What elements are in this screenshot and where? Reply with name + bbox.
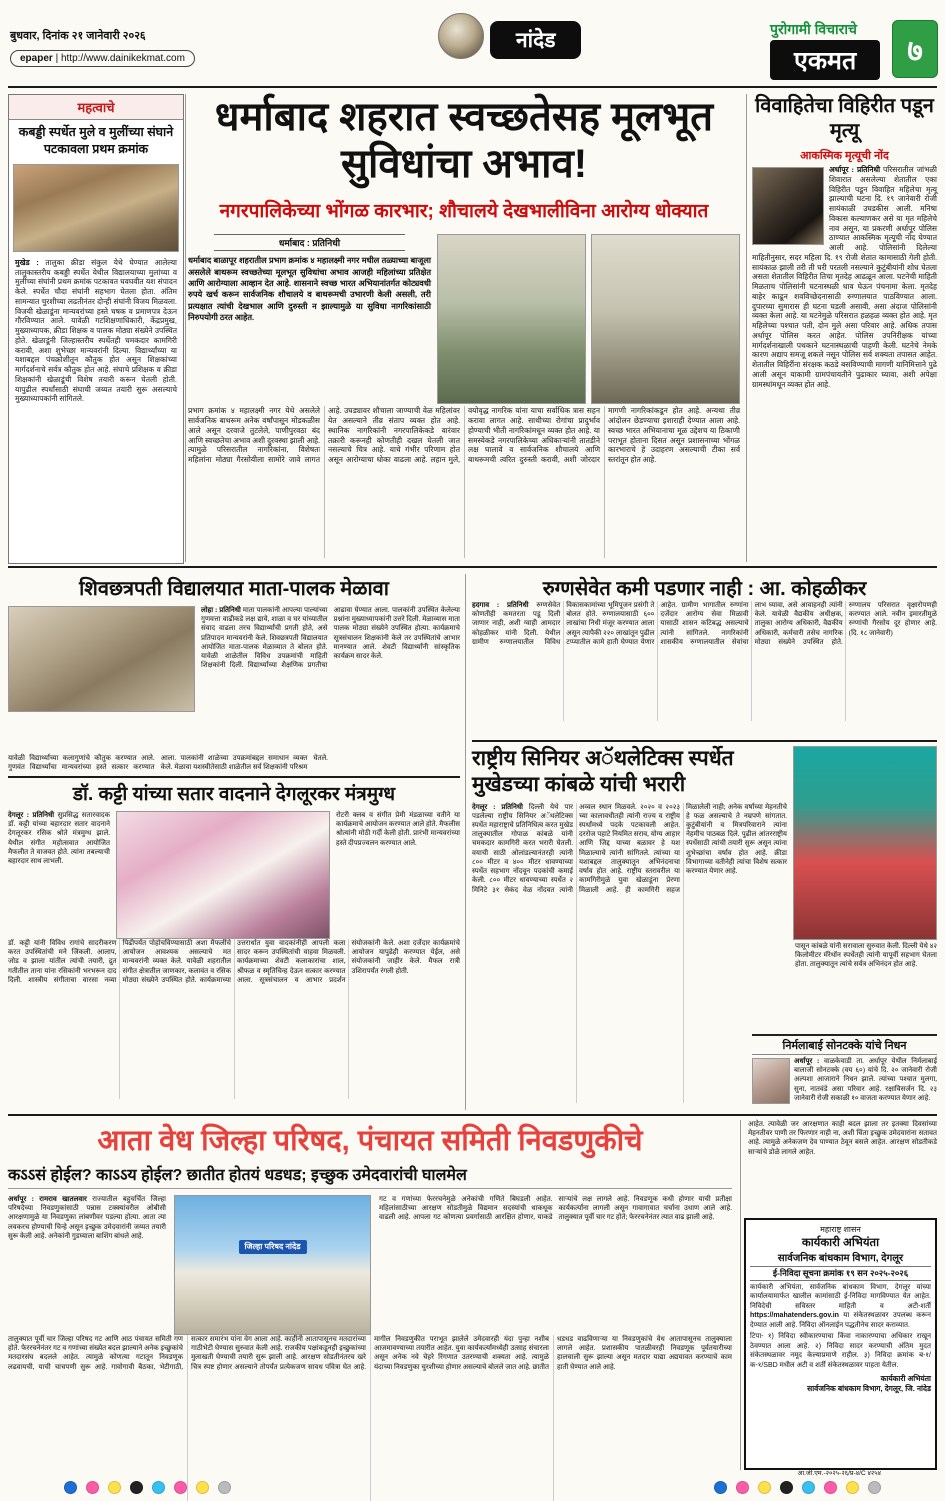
well-death-photo	[752, 167, 824, 245]
column-rule	[185, 94, 186, 562]
column-rule	[746, 94, 747, 562]
dateline: मुखेड :	[15, 257, 39, 267]
lead-headline: धर्माबाद शहरात स्वच्छतेसह मूलभूत सुविधांचा अभाव!	[214, 95, 714, 187]
dateline: अर्धापूर : रामराव खातलवार	[8, 1195, 87, 1203]
lead-top-row	[188, 234, 740, 406]
body-text: सुप्रसिद्ध सतारवादक डॉ. कट्टी यांच्या बहारदार सतार वादनाने देगलूरकर रसिक श्रोते मंत्रमुग्ध झाले. येथील संगीत महोत्सवात आयोजित मैफलीत ते वाजवत होते. त्यांना तबल्याची बहारदार साथ लाभली.	[8, 811, 110, 866]
dateline: देगलूर : प्रतिनिधी	[472, 802, 523, 811]
health-headline: रुग्णसेवेत कमी पडणार नाही : आ. कोहळीकर	[542, 578, 867, 600]
signature-line-2: सार्वजनिक बांधकाम विभाग, देगलूर, जि. नांदेड	[807, 1384, 931, 1394]
notice-body-text-2: या संकेतस्थळावर उपलब्ध करून देण्यात आली आहे. निविदा ऑनलाईन पद्धतीनेच सादर कराव्यात.	[750, 1312, 931, 1329]
athletics-headline: राष्ट्रीय सिनियर अॅथलेटिक्स स्पर्धेत मुखेडच्या कांबळे यांची भरारी	[472, 747, 734, 797]
notice-signature	[750, 1374, 931, 1394]
notice-body	[750, 1283, 931, 1330]
epaper-url-box	[10, 50, 195, 67]
registration-dot	[868, 1481, 881, 1494]
masthead-date: बुधवार, दिनांक २१ जानेवारी २०२६	[10, 30, 146, 42]
body-text: वाळकेवाडी ता. अर्धापूर येथील निर्मलाबाई बालाजी सोनटक्के (वय ६०) यांचे दि. २० जानेवारी रोजी अल्पशा आजाराने निधन झाले. त्यांच्या पश्चात मुलगा, सुना, नातवंडे असा परिवार आहे. रक्षाविसर्जन दि. २३ जानेवारी रोजी सकाळी १० वाजता करण्यात येणार आहे.	[794, 1057, 938, 1102]
notice-department: सार्वजनिक बांधकाम विभाग, देगलूर	[777, 1253, 904, 1264]
athletics-side-note: पासून कांबळे यांनी सरावाला सुरुवात केली. दिल्ली येथे ४२ किलोमीटर मॅरेथॉन स्पर्धेतही त्यांनी यापूर्वी सहभाग घेतला होता. तालुक्यातून त्यांचे सर्वत्र अभिनंदन होत आहे.	[795, 942, 937, 969]
well-death-kicker: आकस्मिक मृत्यूची नोंद	[800, 150, 889, 162]
tender-url[interactable]: https://mahatenders.gov.in	[750, 1312, 839, 1320]
election-mid-columns: गट व गणांच्या फेररचनेमुळे अनेकांची गणिते बिघडली आहेत. महिलांसाठीच्या आरक्षण सोडतीमुळे विद्यमान सदस्यांची धाकधूक वाढली आहे. आपला गट कोणत्या प्रवर्गासाठी आरक्षित होणार, याकडे साऱ्यांचे लक्ष लागले आहे. निवडणूक कधी होणार याची प्रतीक्षा कार्यकर्त्यांना लागली असून गावागावात चर्चांना उधाण आले आहे. तालुक्यात पूर्वी चार गट होते; फेररचनेनंतर त्यात वाढ झाली आहे.	[379, 1195, 732, 1222]
body-text: राज्यातील बहुचर्चित जिल्हा परिषदेच्या निवडणुकांसाठी पन्नास टक्क्यांवरील ओबीसी आरक्षणामुळे या निवडणुका लांबणीवर पडल्या होत्या. आता त्या लवकरच होण्याची चिन्हे असून इच्छुक उमेदवारांनी जय्यत तयारी सुरू केली आहे. अनेकांनी गुडघ्याला बाशिंग बांधले आहे.	[8, 1195, 166, 1240]
registration-dot	[846, 1481, 859, 1494]
section-rule	[472, 740, 937, 742]
brand-tagline: पुरोगामी विचाराचे	[770, 21, 857, 37]
registration-dot	[130, 1481, 143, 1494]
athlete-photo	[793, 746, 937, 940]
masthead-emblem-icon	[438, 13, 484, 59]
edition-name: नांदेड	[490, 21, 581, 59]
election-story	[8, 1120, 732, 1501]
registration-dots-right	[714, 1481, 881, 1494]
important-box	[8, 94, 184, 564]
lead-byline: धर्माबाद : प्रतिनिधी	[214, 234, 405, 251]
signature-line-1: कार्यकारी अभियंता	[880, 1373, 931, 1383]
registration-dot	[196, 1481, 209, 1494]
election-lead-column	[8, 1195, 166, 1335]
important-body	[9, 254, 183, 408]
toilet-photo-1	[437, 234, 586, 404]
sitar-body: डॉ. कट्टी यांनी विविध रागांचे सादरीकरण करत उपस्थितांची मने जिंकली. आलाप, जोड व झाला यांतील त्यांची तयारी, द्रुत गतीतील ताना यांना रसिकांनी भरभरून दाद दिली. शास्त्रीय संगीताचा वारसा नव्या पिढीपर्यंत पोहोचविण्यासाठी अशा मैफलींचे आयोजन आवश्यक असल्याचे मत मान्यवरांनी व्यक्त केले. यावेळी शहरातील संगीत क्षेत्रातील जाणकार, कलावंत व रसिक मोठ्या संख्येने उपस्थित होते. कार्यक्रमाच्या उत्तरार्धात युवा वादकांनीही आपली कला सादर करून उपस्थितांची वाहवा मिळवली. कार्यक्रमाच्या शेवटी कलाकारांचा शाल, श्रीफळ व स्मृतिचिन्ह देऊन सत्कार करण्यात आला. सूत्रसंचालन व आभार प्रदर्शन संयोजकांनी केले. अशा दर्जेदार कार्यक्रमांचे आयोजन यापुढेही करण्यात येईल, असे संयोजकांनी जाहीर केले. मैफल रात्री उशिरापर्यंत रंगली होती.	[8, 939, 460, 984]
dateline: हदगाव : प्रतिनिधी	[472, 601, 529, 609]
registration-dot	[152, 1481, 165, 1494]
building-sign: जिल्हा परिषद नांदेड	[238, 1240, 306, 1254]
registration-dot	[758, 1481, 771, 1494]
sitar-body-left	[8, 811, 110, 939]
parent-meet-headline: शिवछत्रपती विद्यालयात माता-पालक मेळावा	[79, 578, 389, 600]
url-separator: |	[55, 53, 61, 64]
registration-dot	[174, 1481, 187, 1494]
election-headline: आता वेध जिल्हा परिषद, पंचायत समिती निवडणुकीचे	[97, 1125, 643, 1157]
section-rule	[8, 1114, 937, 1116]
tender-notice-box	[744, 1218, 937, 1470]
toilet-photo-2	[591, 234, 740, 404]
parent-meet-row	[8, 606, 460, 754]
registration-dot	[64, 1481, 77, 1494]
dateline: लोहा : प्रतिनिधी	[201, 606, 241, 614]
parent-meet-photo	[8, 606, 195, 712]
sitar-row	[8, 811, 460, 939]
election-continuation-note: आहेत. त्यावेळी जर आरक्षणात काही बदल झाला तर इतक्या दिवसांच्या मेहनतीवर पाणी तर फिरणार नाही ना, अशी चिंता इच्छुक उमेदवारांना सतावत आहे. त्यामुळे अनेकजण देव पाण्यात ठेवून बसले आहेत. आरक्षण सोडतीकडे साऱ्यांचे डोळे लागले आहेत.	[748, 1120, 937, 1156]
notice-government: महाराष्ट्र शासन	[820, 1225, 861, 1234]
parent-meet-story	[8, 574, 460, 802]
column-rule	[740, 1120, 741, 1470]
registration-dot	[108, 1481, 121, 1494]
athletics-body	[472, 803, 787, 1103]
masthead-rule	[8, 86, 937, 88]
section-rule	[8, 566, 937, 568]
lead-intro-column	[188, 234, 431, 406]
obituary	[752, 1034, 937, 1105]
body-text: माता पालकांनी आपल्या पाल्यांच्या गुणवत्ता वाढीकडे लक्ष द्यावे, शाळा व घर यांच्यातील संवाद वाढला तरच विद्यार्थ्यांची प्रगती होते, असे प्रतिपादन मान्यवरांनी केले. शिवछत्रपती विद्यालयात आयोजित माता-पालक मेळाव्यात ते बोलत होते. यावेळी शाळेतील विविध उपक्रमांची माहिती शिक्षकांनी दिली. विद्यार्थ्यांच्या शैक्षणिक प्रगतीचा आढावा घेण्यात आला. पालकांनी उपस्थित केलेल्या प्रश्नांना मुख्याध्यापकांनी उत्तरे दिली. मेळाव्यास माता पालक मोठ्या संख्येने उपस्थित होत्या. कार्यक्रमाचे सूत्रसंचालन शिक्षकांनी केले तर उपस्थितांचे आभार मानण्यात आले. शेवटी विद्यार्थ्यांनी सांस्कृतिक कार्यक्रम सादर केले.	[201, 606, 460, 670]
column-rule	[465, 574, 466, 1110]
notice-body-text: कार्यकारी अभियंता, सार्वजनिक बांधकाम विभाग, देगलूर यांच्या कार्यालयामार्फत खालील कामांसाठी ई-निविदा मागविण्यात येत आहेत. निविदेची सविस्तर माहिती व अटी-शर्ती	[750, 1284, 931, 1310]
registration-dot	[824, 1481, 837, 1494]
lead-story	[188, 94, 740, 558]
registration-dot	[714, 1481, 727, 1494]
lead-intro-text: धर्माबाद बाळापूर शहरातील प्रभाग क्रमांक ४ महालक्ष्मी नगर मधील तळ्याच्या बाजूला असलेले बाथरूम स्वच्छतेच्या मूलभूत सुविधांचा अभाव आजही महिलांच्या प्रतिक्षेत आणि आरोग्याला आव्हान देत आहे. शासनाने स्वच्छ भारत अभियानांतर्गत कोट्यवधी रुपये खर्च करून सार्वजनिक शौचालये व बाथरूमची उभारणी केली असली, तरी प्रत्यक्षात त्यांची देखभाल आणि दुरुस्ती न झाल्यामुळे या सुविधा नागरिकांसाठी निरुपयोगी ठरत आहेत.	[188, 256, 431, 322]
sitar-story	[8, 780, 460, 1099]
registration-dot	[736, 1481, 749, 1494]
kabaddi-team-photo	[13, 164, 179, 252]
dateline: अर्धापूर : प्रतिनिधी	[829, 165, 881, 174]
epaper-link[interactable]: epaper	[20, 53, 53, 64]
well-death-story	[752, 94, 937, 389]
notice-number: ई-निविदा सूचना क्रमांक १९ सन २०२५-२०२६	[750, 1266, 931, 1281]
election-subhead: कऽऽसं होईल? काऽऽय होईल? छातीत होतयं धडधड; इच्छुक उमेदवारांची घालमेल	[8, 1163, 732, 1189]
obituary-photo	[752, 1058, 790, 1104]
sitar-performance-photo	[116, 811, 330, 939]
sitar-body-right: रोटरी क्लब व संगीत प्रेमी मंडळाच्या वतीने या कार्यक्रमाचे आयोजन करण्यात आले होते. मैफलीस श्रोत्यांनी मोठी गर्दी केली होती. प्रारंभी मान्यवरांच्या हस्ते दीपप्रज्वलन करण्यात आले.	[336, 811, 460, 847]
lead-subhead: नगरपालिकेच्या भोंगळ कारभार; शौचालये देखभालीविना आरोग्य धोक्यात	[219, 201, 709, 223]
obituary-headline: निर्मलाबाई सोनटक्के यांचे निधन	[752, 1038, 937, 1055]
health-story	[472, 574, 937, 721]
important-headline: कबड्डी स्पर्धेत मुले व मुलींच्या संघाने पटकावला प्रथम क्रमांक	[18, 125, 174, 156]
body-text: तालुका क्रीडा संकुल येथे घेण्यात आलेल्या तालुकास्तरीय कबड्डी स्पर्धेत येथील विद्यालयाच्या मुलांच्या व मुलींच्या संघांनी प्रथम क्रमांक पटकावत घवघवीत यश संपादन केले. स्पर्धेत चौदा संघांनी सहभाग घेतला होता. अंतिम सामन्यात चुरशीच्या लढतीनंतर दोन्ही संघांनी विजय मिळवला. विजयी खेळाडूंना मान्यवरांच्या हस्ते चषक व प्रमाणपत्र देऊन गौरविण्यात आले. यावेळी गटशिक्षणाधिकारी, केंद्रप्रमुख, मुख्याध्यापक, क्रीडा शिक्षक व पालक मोठ्या संख्येने उपस्थित होते. खेळाडूंनी जिल्हास्तरीय स्पर्धेतही चमकदार कामगिरी करावी, अशा शुभेच्छा मान्यवरांनी दिल्या. विद्यार्थ्यांच्या या यशाबद्दल पंचक्रोशीतून कौतुक होत असून शिक्षकांच्या मार्गदर्शनाचे सर्वत्र कौतुक होत आहे. संघाचे प्रशिक्षक व क्रीडा शिक्षकांनी खेळाडूंची विशेष तयारी करून घेतली होती. यापुढील स्पर्धांसाठी संघाची जय्यत तयारी सुरू असल्याचे मुख्याध्यापकांनी सांगितले.	[15, 257, 177, 404]
notice-notes: टिपा- १) निविदा स्वीकारण्याचा किंवा नाकारण्याचा अधिकार राखून ठेवण्यात आला आहे. २) निविदा सादर करण्याची अंतिम मुदत संकेतस्थळावर नमूद केल्याप्रमाणे राहील. ३) निविदा क्रमांक ब-१/क-१/SBD मधील अटी व शर्ती संकेतस्थळावर पाहता येतील.	[750, 1333, 931, 1369]
section-rule	[8, 776, 460, 778]
press-code: आ.जी.एम.-२०२५-२६/प्र-४/C ४२५४	[797, 1470, 881, 1477]
athletics-story	[472, 746, 937, 1112]
election-row	[8, 1195, 732, 1335]
lead-body: प्रभाग क्रमांक ४ महालक्ष्मी नगर येथे असलेले सार्वजनिक बाथरूम अनेक वर्षांपासून मोडकळीस आले असून दरवाजे तुटलेले, पाणीपुरवठा बंद आणि स्वच्छतेचा अभाव अशी दुरवस्था झाली आहे. त्यामुळे परिसरातील नागरिकांना, विशेषतः महिलांना मोठ्या गैरसोयीला सामोरे जावे लागत आहे. उघड्यावर शौचाला जाण्याची वेळ महिलांवर येत असल्याने तीव्र संताप व्यक्त होत आहे. स्थानिक नागरिकांनी नगरपालिकेकडे वारंवार तक्रारी करूनही कोणतीही दखल घेतली जात नसल्याचे चित्र आहे. याचे गंभीर परिणाम होत असून आरोग्याचा धोका वाढला आहे. लहान मुले, वयोवृद्ध नागरिक यांना याचा सर्वाधिक त्रास सहन करावा लागत आहे. साथीच्या रोगांचा प्रादुर्भाव होण्याची भीती नागरिकांमधून व्यक्त होत आहे. या समस्येकडे नगरपालिकेच्या अधिकाऱ्यांनी तातडीने लक्ष घालावे व सार्वजनिक शौचालये आणि बाथरूमची त्वरित दुरुस्ती करावी, अशी जोरदार मागणी नागरिकांकडून होत आहे. अन्यथा तीव्र आंदोलन छेडण्याचा इशाराही देण्यात आला आहे. स्वच्छ भारत अभियानाचा मूळ उद्देशच या ठिकाणी पराभूत होताना दिसत असून प्रशासनाच्या भोंगळ कारभाराचे हे उदाहरण असल्याची टीका सर्व स्तरांतून होत आहे.	[188, 406, 740, 465]
dateline: देगलूर : प्रतिनिधी	[8, 811, 55, 819]
important-kicker: महत्वाचे	[9, 95, 183, 120]
zilla-parishad-building-photo	[174, 1195, 371, 1335]
registration-dot	[86, 1481, 99, 1494]
sitar-headline: डॉ. कट्टी यांच्या सतार वादनाने देगलूरकर मंत्रमुग्ध	[72, 784, 396, 805]
parent-meet-body	[201, 606, 460, 754]
notice-title: कार्यकारी अभियंता	[801, 1237, 880, 1249]
lead-photos	[437, 234, 740, 406]
dateline: अर्धापूर :	[794, 1057, 820, 1065]
registration-dot	[780, 1481, 793, 1494]
page-number: ७	[892, 20, 938, 78]
body-text: रुग्णसेवेत कोणतीही कमतरता पडू दिली जाणार नाही, अशी ग्वाही आमदार कोहळीकर यांनी दिली. येथील ग्रामीण रुग्णालयातील विविध विकासकामांच्या भूमिपूजन प्रसंगी ते बोलत होते. रुग्णालयासाठी ६०० लाखांचा निधी मंजूर करण्यात आला असून त्यापैकी २२० लाखांतून पुढील टप्प्यातील कामे हाती घेण्यात येणार आहेत. ग्रामीण भागातील रुग्णांना दर्जेदार आरोग्य सेवा मिळावी यासाठी शासन कटिबद्ध असल्याचे त्यांनी सांगितले. नागरिकांनी शासकीय रुग्णालयातील सेवांचा लाभ घ्यावा, असे आवाहनही त्यांनी केले. यावेळी वैद्यकीय अधीक्षक, तालुका आरोग्य अधिकारी, वैद्यकीय अधिकारी, कर्मचारी तसेच नागरिक मोठ्या संख्येने उपस्थित होते. रुग्णालय परिसरात वृक्षारोपणही करण्यात आले. नवीन इमारतीमुळे रुग्णांची गैरसोय दूर होणार आहे. (दि. १८ जानेवारी)	[472, 601, 937, 646]
body-text: दिल्ली येथे पार पडलेल्या राष्ट्रीय सिनियर अॅथलेटिक्स स्पर्धेत महाराष्ट्राचे प्रतिनिधित्व करत मुखेड तालुक्यातील गोपाळ कांबळे यांनी चमकदार कामगिरी करत भरारी घेतली. वयाची साठी ओलांडल्यानंतरही त्यांनी ८०० मीटर व ४०० मीटर धावण्याच्या स्पर्धेत सहभाग नोंदवून पदकांची कमाई केली. ८०० मीटर धावण्याच्या स्पर्धेत २ मिनिटे ३१ सेकंद वेळ नोंदवत त्यांनी अव्वल स्थान मिळवले. २०२० व २०२३ च्या कालावधीतही त्यांनी राज्य व राष्ट्रीय स्पर्धांमध्ये पदके पटकावली आहेत. दररोज पहाटे नियमित सराव, योग्य आहार आणि जिद्द याच्या बळावर हे यश मिळाल्याचे त्यांनी सांगितले. त्यांच्या या यशाबद्दल तालुक्यातून अभिनंदनाचा वर्षाव होत आहे. राष्ट्रीय स्तरावरील या कामगिरीमुळे युवा खेळाडूंना प्रेरणा मिळाली आहे. ही कामगिरी सहज मिळालेली नाही; अनेक वर्षांच्या मेहनतीचे हे फळ असल्याचे ते नम्रपणे सांगतात. कुटुंबीयांनी व मित्रपरिवाराने त्यांना नेहमीच पाठबळ दिले. पुढील आंतरराष्ट्रीय स्पर्धेसाठी त्यांची तयारी सुरू असून त्यांना शुभेच्छांचा वर्षाव होत आहे. क्रीडा विभागाच्या वतीनेही त्यांचा विशेष सत्कार करण्यात येणार आहे.	[472, 802, 787, 894]
registration-dot	[218, 1481, 231, 1494]
brand-logo: एकमत	[770, 40, 880, 80]
registration-dot	[802, 1481, 815, 1494]
body-text: परिसरातील जांभळी शिवारात असलेल्या शेतातील एका विहिरीत पडून विवाहित महिलेचा मृत्यू झाल्याची घटना दि. १९ जानेवारी रोजी सायंकाळी उघडकीस आली. मनिषा विकास कल्याणकर असे या मृत महिलेचे नाव असून, या प्रकरणी अर्धापूर पोलिस ठाण्यात आकस्मिक मृत्यूची नोंद घेण्यात आली आहे. पोलिसांनी दिलेल्या माहितीनुसार, सदर महिला दि. १९ रोजी शेतात कामासाठी गेली होती. सायंकाळ झाली तरी ती घरी परतली नसल्याने कुटुंबीयांनी शोध घेतला असता शेतातील विहिरीत तिचा मृतदेह आढळून आला. घटनेची माहिती मिळताच पोलिसांनी घटनास्थळी धाव घेऊन पंचनामा केला. मृतदेह बाहेर काढून शवविच्छेदनासाठी रुग्णालयात पाठविण्यात आला. दुपारच्या सुमारास ही घटना घडली असावी, असा अंदाज पोलिसांनी व्यक्त केला आहे. या घटनेमुळे परिसरात हळहळ व्यक्त होत आहे. मृत महिलेच्या पश्चात पती, दोन मुले असा परिवार आहे. अधिक तपास अर्धापूर पोलिस करत आहेत. पोलिस उपनिरीक्षक यांच्या मार्गदर्शनाखाली पथकाने घटनास्थळाची पाहणी केली. घटनेचे नेमके कारण अद्याप समजू शकले नसून पोलिस सर्व शक्यता तपासत आहेत. शेतातील विहिरींना संरक्षक कठडे बसविण्याची मागणी यानिमित्ताने पुढे आली असून याकामी ग्रामपंचायतीने पुढाकार घ्यावा, अशी अपेक्षा ग्रामस्थांमधून व्यक्त होत आहे.	[752, 165, 938, 389]
site-url[interactable]: http://www.dainikekmat.com	[60, 53, 185, 64]
parent-meet-body-2: यावेळी विद्यार्थ्यांच्या कलागुणांचे कौतुक करण्यात आले. गुणवंत विद्यार्थ्यांचा मान्यवरांच्या हस्ते सत्कार करण्यात आला. पालकांनी शाळेच्या उपक्रमांबद्दल समाधान व्यक्त केले. मेळावा यशस्वीतेसाठी शाळेतील सर्व शिक्षकांनी परिश्रम घेतले.	[8, 754, 328, 772]
health-body	[472, 601, 937, 721]
well-death-headline: विवाहितेचा विहिरीत पडून मृत्यू	[755, 95, 934, 142]
election-bottom-columns: तालुक्यात पूर्वी चार जिल्हा परिषद गट आणि आठ पंचायत समिती गण होते. फेररचनेनंतर गट व गणांच्या संख्येत बदल झाल्याने अनेक इच्छुकांचे मतदारसंघ बदलले आहेत. त्यामुळे कोणत्या गटातून निवडणूक लढवायची, याची चाचपणी सुरू आहे. गावोगावी बैठका, भेटीगाठी, सत्कार समारंभ यांना वेग आला आहे. काहींनी आतापासूनच मतदारांच्या गाठीभेटी घेण्यास सुरुवात केली आहे. राजकीय पक्षांकडूनही इच्छुकांच्या मुलाखती घेण्याची तयारी सुरू झाली आहे. आरक्षण सोडतीनंतरच खरे चित्र स्पष्ट होणार असल्याने तोपर्यंत प्रत्येकजण सावध पवित्रा घेत आहे. मागील निवडणुकीत पराभूत झालेले उमेदवारही यंदा पुन्हा नशीब आजमावण्याच्या तयारीत आहेत. युवा कार्यकर्त्यांमध्येही उत्साह संचारला असून अनेक नवे चेहरे रिंगणात उतरण्याची शक्यता आहे. त्यामुळे यंदाच्या निवडणुका चुरशीच्या होणार असल्याचे बोलले जात आहे. छातीत धडधड वाढविणाऱ्या या निवडणुकांचे वेध आतापासूनच तालुक्याला लागले आहेत. प्रशासकीय पातळीवरही निवडणूक पूर्वतयारीच्या हालचाली सुरू झाल्या असून मतदार याद्या अद्ययावत करण्याचे काम हाती घेण्यात आले आहे.	[8, 1335, 732, 1371]
registration-dots-left	[64, 1481, 231, 1494]
